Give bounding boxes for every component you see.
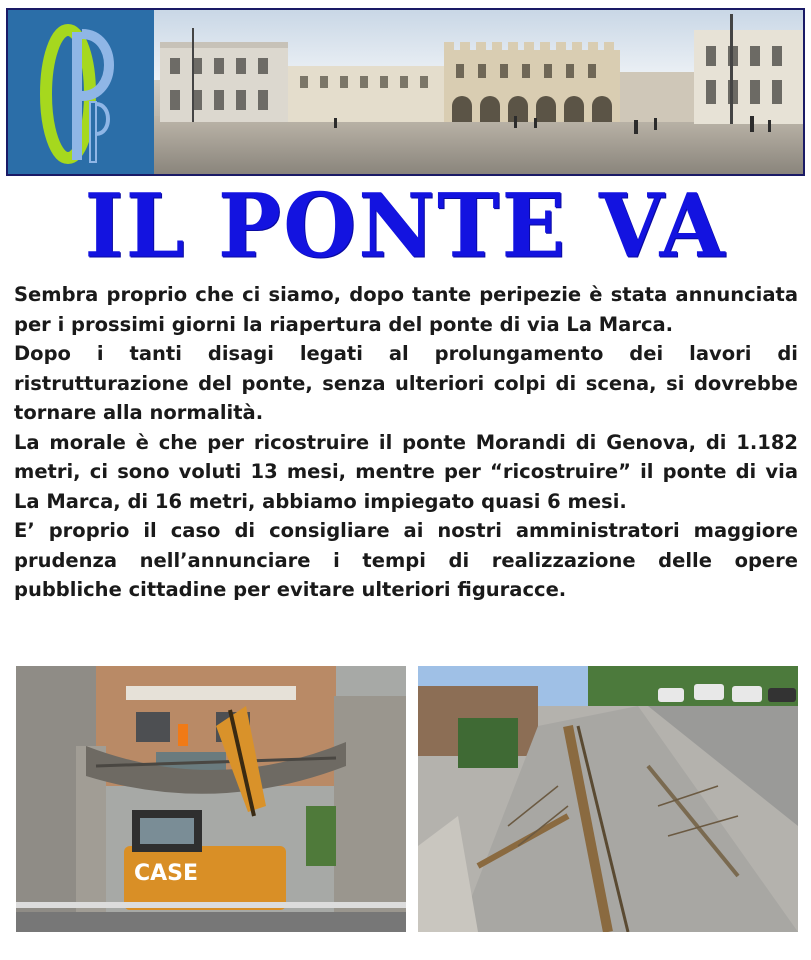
header-plaza-photo	[154, 10, 803, 174]
logo	[8, 10, 154, 174]
article-paragraph: La morale è che per ricostruire il ponte Morandi di Genova, di 1.182 metri, ci sono voluti 13 mesi, mentre per “ricostruire” il ponte di via La Marca, di 16 metri, abbiamo impiegato quasi 6 mesi.	[14, 430, 798, 513]
demolition-photo	[16, 666, 406, 932]
article-body	[14, 280, 798, 605]
opp-logo-icon	[8, 10, 154, 174]
bridge-deck-photo	[418, 666, 798, 932]
page-title: IL PONTE VA	[84, 173, 727, 278]
article-paragraph: Dopo i tanti disagi legati al prolungamento dei lavori di ristrutturazione del ponte, senza ulteriori colpi di scena, si dovrebbe tornare alla normalità.	[14, 342, 798, 424]
plaza-image	[154, 10, 803, 174]
article-paragraph: E’ proprio il caso di consigliare ai nostri amministratori maggiore prudenza nell’annunciare i tempi di realizzazione delle opere pubbliche cittadine per evitare ulteriori figuracce.	[14, 519, 798, 601]
bridge-construction-image	[418, 666, 798, 932]
header-banner	[6, 8, 805, 176]
excavator-image	[16, 666, 406, 932]
article-paragraph: Sembra proprio che ci siamo, dopo tante peripezie è stata annunciata per i prossimi giorni la riapertura del ponte di via La Marca.	[14, 283, 798, 336]
case-label: CASE	[134, 861, 199, 886]
